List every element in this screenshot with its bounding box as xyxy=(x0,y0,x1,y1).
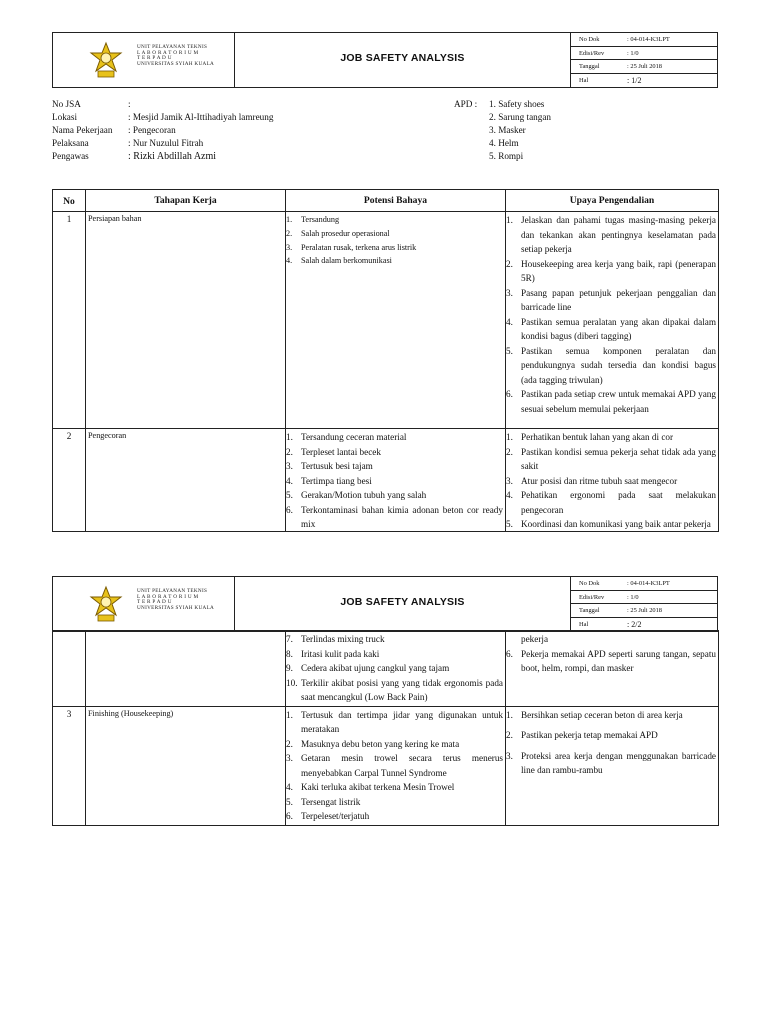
row-potensi xyxy=(286,429,506,532)
row-potensi xyxy=(286,631,506,707)
table-row xyxy=(53,212,719,429)
meta-row-hal: Hal : 1/2 xyxy=(579,75,642,85)
row-upaya xyxy=(506,706,719,825)
info-label-pekerjaan: Nama Pekerjaan xyxy=(52,125,113,135)
row-upaya xyxy=(506,429,719,532)
apd-item: 2. Sarung tangan xyxy=(489,112,552,122)
list-item: 2. Salah prosedur operasional xyxy=(286,228,390,238)
list-item: 9. Cedera akibat ujung cangkul yang tajam xyxy=(286,663,450,673)
title-cell xyxy=(235,33,571,87)
list-item: 4. Pehatikan ergonomi pada saat melakukan pengecoran xyxy=(506,490,716,515)
list-item: 4. Pastikan semua peralatan yang akan dipakai dalam kondisi bagus (diberi tagging) xyxy=(506,316,716,341)
row-upaya xyxy=(506,212,719,429)
table-row xyxy=(53,706,719,825)
info-value-pekerjaan: : Pengecoran xyxy=(128,125,176,135)
apd-label: APD : xyxy=(454,99,478,109)
row-tahapan: Finishing (Housekeeping) xyxy=(86,706,286,825)
info-label-pelaksana: Pelaksana xyxy=(52,138,89,148)
col-header-upaya: Upaya Pengendalian xyxy=(506,190,719,212)
list-item: 2. Terpleset lantai becek xyxy=(286,446,381,457)
list-item: 6. Terpeleset/terjatuh xyxy=(286,811,370,821)
list-item: 3. Getaran mesin trowel secara terus menerus menyebabkan Carpal Tunnel Syndrome xyxy=(286,753,503,778)
unit-name: UNIT PELAYANAN TEKNIS L A B O R A T O R I U M T E R P A D U UNIVERSITAS SYIAH KUALA xyxy=(137,588,215,611)
list-item: 1. Bersihkan setiap ceceran beton di area kerja xyxy=(506,709,683,720)
col-header-tahapan: Tahapan Kerja xyxy=(86,190,286,212)
list-item: 3. Pasang papan petunjuk pekerjaan penggalian dan barricade line xyxy=(506,287,716,312)
list-item: 3. Proteksi area kerja dengan menggunakan barricade line dan rambu-rambu xyxy=(506,750,716,775)
table-row xyxy=(53,429,719,532)
document-header-page-2 xyxy=(52,576,718,632)
list-item: 6. Pastikan pada setiap crew untuk memakai APD yang sesuai sebelum memulai pekerjaan xyxy=(506,389,716,414)
document-meta xyxy=(571,577,718,631)
list-item: 1. Jelaskan dan pahami tugas masing-masing pekerja dan tekankan akan pentingnya keselamatan pada setiap pekerja xyxy=(506,215,716,254)
table-header-row xyxy=(53,190,719,212)
info-value-pengawas: : Rizki Abdillah Azmi xyxy=(128,151,217,162)
info-value-no-jsa: : xyxy=(128,99,131,109)
list-item: 8. Iritasi kulit pada kaki xyxy=(286,648,380,659)
document-header-page-1 xyxy=(52,32,718,88)
meta-row-no-dok: No Dok : 04-014-K3LPT xyxy=(571,577,718,591)
list-item: 5. Gerakan/Motion tubuh yang salah xyxy=(286,490,427,500)
row-upaya xyxy=(506,631,719,707)
apd-item: 4. Helm xyxy=(489,138,519,148)
apd-list xyxy=(489,98,551,163)
row-no: 1 xyxy=(53,212,86,429)
list-item: 10. Terkilir akibat posisi yang yang tidak ergonomis pada saat mencangkul (Low Back Pain) xyxy=(286,677,503,702)
list-item: 5. Pastikan semua komponen peralatan dan pendukungnya sudah tersedia dan kondisi bagus (ada tagging triwulan) xyxy=(506,345,716,385)
meta-row-hal: Hal : 2/2 xyxy=(579,619,642,629)
list-item: 1. Perhatikan bentuk lahan yang akan di cor xyxy=(506,432,674,442)
list-item: 4. Kaki terluka akibat terkena Mesin Trowel xyxy=(286,782,455,792)
info-label-lokasi: Lokasi xyxy=(52,112,78,122)
list-item: 2. Pastikan pekerja tetap memakai APD xyxy=(506,730,658,740)
list-item: 6. Pekerja memakai APD seperti sarung tangan, sepatu boot, helm, rompi, dan masker xyxy=(506,648,716,673)
meta-row-tanggal: Tanggal : 25 Juli 2018 xyxy=(571,60,718,74)
table-row xyxy=(53,631,719,707)
logo-cell xyxy=(53,33,235,87)
apd-item: 5. Rompi xyxy=(489,151,524,161)
document-meta xyxy=(571,33,718,87)
list-item: 5. Tersengat listrik xyxy=(286,796,361,807)
row-no: 2 xyxy=(53,429,86,532)
meta-row-no-dok: No Dok : 04-014-K3LPT xyxy=(571,33,718,47)
row-no: 3 xyxy=(53,706,86,825)
list-item: 3. Atur posisi dan ritme tubuh saat mengecor xyxy=(506,475,678,486)
list-item: 3. Peralatan rusak, terkena arus listrik xyxy=(286,242,417,252)
university-logo-icon xyxy=(86,585,126,625)
unit-name: UNIT PELAYANAN TEKNIS L A B O R A T O R I U M T E R P A D U UNIVERSITAS SYIAH KUALA xyxy=(137,44,215,67)
row-tahapan xyxy=(86,631,286,707)
university-logo-icon xyxy=(86,41,126,81)
list-item: pekerja xyxy=(521,634,549,644)
jsa-info xyxy=(52,98,718,164)
list-item: 1. Tersandung xyxy=(286,215,340,224)
info-value-lokasi: : Mesjid Jamik Al-Ittihadiyah lamreung xyxy=(128,112,274,122)
info-label-no-jsa: No JSA xyxy=(52,99,81,109)
title-cell xyxy=(235,577,571,631)
list-item: 1. Tertusuk dan tertimpa jidar yang digunakan untuk meratakan xyxy=(286,709,503,734)
document-title: JOB SAFETY ANALYSIS xyxy=(340,52,465,64)
info-value-pelaksana: : Nur Nuzulul Fitrah xyxy=(128,138,204,148)
row-no xyxy=(53,631,86,707)
row-potensi xyxy=(286,212,506,429)
col-header-potensi: Potensi Bahaya xyxy=(286,190,506,212)
meta-row-edisi: Edisi/Rev : 1/0 xyxy=(571,47,718,61)
col-header-no: No xyxy=(53,190,86,212)
list-item: 4. Tertimpa tiang besi xyxy=(286,475,372,486)
logo-cell xyxy=(53,577,235,631)
meta-row-edisi: Edisi/Rev : 1/0 xyxy=(571,591,718,605)
list-item: 1. Tersandung ceceran material xyxy=(286,432,407,442)
list-item: 2. Housekeeping area kerja yang baik, rapi (penerapan 5R) xyxy=(506,258,716,283)
jsa-table-page-1 xyxy=(52,189,719,532)
list-item: 2. Pastikan kondisi semua pekerja sehat tidak ada yang sakit xyxy=(506,446,716,471)
apd-item: 1. Safety shoes xyxy=(489,99,545,109)
apd-item: 3. Masker xyxy=(489,125,526,135)
meta-row-tanggal: Tanggal : 25 Juli 2018 xyxy=(571,604,718,618)
row-tahapan: Persiapan bahan xyxy=(86,212,286,429)
list-item: 4. Salah dalam berkomunikasi xyxy=(286,256,392,266)
list-item: 7. Terlindas mixing truck xyxy=(286,634,385,644)
info-label-pengawas: Pengawas xyxy=(52,151,89,161)
document-title: JOB SAFETY ANALYSIS xyxy=(340,596,465,608)
list-item: 5. Koordinasi dan komunikasi yang baik antar pekerja xyxy=(506,519,711,529)
list-item: 6. Terkontaminasi bahan kimia adonan beton cor ready mix xyxy=(286,504,503,529)
row-potensi xyxy=(286,706,506,825)
jsa-table-page-2 xyxy=(52,630,719,826)
list-item: 2. Masuknya debu beton yang kering ke mata xyxy=(286,738,460,749)
list-item: 3. Tertusuk besi tajam xyxy=(286,461,373,471)
row-tahapan: Pengecoran xyxy=(86,429,286,532)
